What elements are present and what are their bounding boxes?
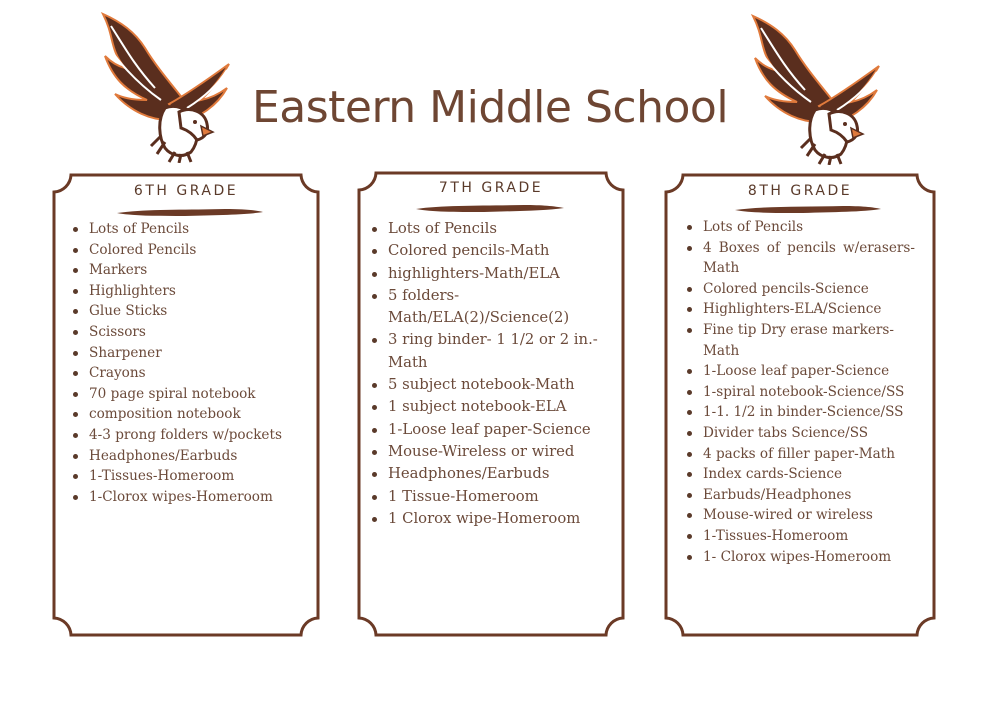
list-item: Colored Pencils [73,240,309,261]
list-item: Index cards-Science [687,464,915,485]
list-item: Headphones/Earbuds [372,463,622,485]
supply-list [73,219,309,507]
list-item: 4 Boxes of pencils w/erasers-Math [687,238,915,279]
list-item: Markers [73,260,309,281]
eagle-icon [95,8,245,163]
card-title: 6TH GRADE [133,183,239,199]
card-title: 7TH GRADE [438,180,544,196]
list-item: 4 packs of filler paper-Math [687,444,915,465]
grade-6-card [53,174,319,636]
brush-stroke-divider [733,203,883,215]
list-item: Headphones/Earbuds [73,446,309,467]
page-title: Eastern Middle School [251,82,729,133]
list-item: Crayons [73,363,309,384]
list-item: 1 subject notebook-ELA [372,396,622,418]
list-item: Sharpener [73,343,309,364]
page-header [0,0,1000,170]
list-item: Lots of Pencils [687,217,915,238]
list-item: Divider tabs Science/SS [687,423,915,444]
list-item: 1-spiral notebook-Science/SS [687,382,915,403]
list-item: 1-1. 1/2 in binder-Science/SS [687,402,915,423]
list-item: Highlighters-ELA/Science [687,299,915,320]
list-item: Highlighters [73,281,309,302]
list-item: 1-Loose leaf paper-Science [687,361,915,382]
grade-7-card [358,172,624,636]
list-item: 3 ring binder- 1 1/2 or 2 in.-Math [372,329,622,374]
card-title: 8TH GRADE [747,183,853,199]
list-item: 4-3 prong folders w/pockets [73,425,309,446]
brush-stroke-divider [414,202,566,214]
list-item: highlighters-Math/ELA [372,263,622,285]
list-item: 1-Clorox wipes-Homeroom [73,487,309,508]
eagle-icon [745,10,895,165]
supply-list [372,218,622,530]
brush-stroke-divider [115,206,265,218]
list-item: Lots of Pencils [73,219,309,240]
list-item: 1- Clorox wipes-Homeroom [687,547,915,568]
list-item: Fine tip Dry erase markers-Math [687,320,915,361]
list-item: Glue Sticks [73,301,309,322]
list-item: Colored pencils-Science [687,279,915,300]
supply-list [687,217,915,567]
list-item: 1-Tissues-Homeroom [687,526,915,547]
list-item: Earbuds/Headphones [687,485,915,506]
list-item: 1 Tissue-Homeroom [372,486,622,508]
list-item: 70 page spiral notebook [73,384,309,405]
list-item: Colored pencils-Math [372,240,622,262]
list-item: 1 Clorox wipe-Homeroom [372,508,622,530]
grade-8-card [665,174,931,636]
list-item: 1-Loose leaf paper-Science [372,419,622,441]
list-item: Mouse-Wireless or wired [372,441,622,463]
list-item: Scissors [73,322,309,343]
list-item: 1-Tissues-Homeroom [73,466,309,487]
list-item: Mouse-wired or wireless [687,505,915,526]
list-item: 5 folders-Math/ELA(2)/Science(2) [372,285,622,330]
list-item: Lots of Pencils [372,218,622,240]
list-item: 5 subject notebook-Math [372,374,622,396]
list-item: composition notebook [73,404,309,425]
